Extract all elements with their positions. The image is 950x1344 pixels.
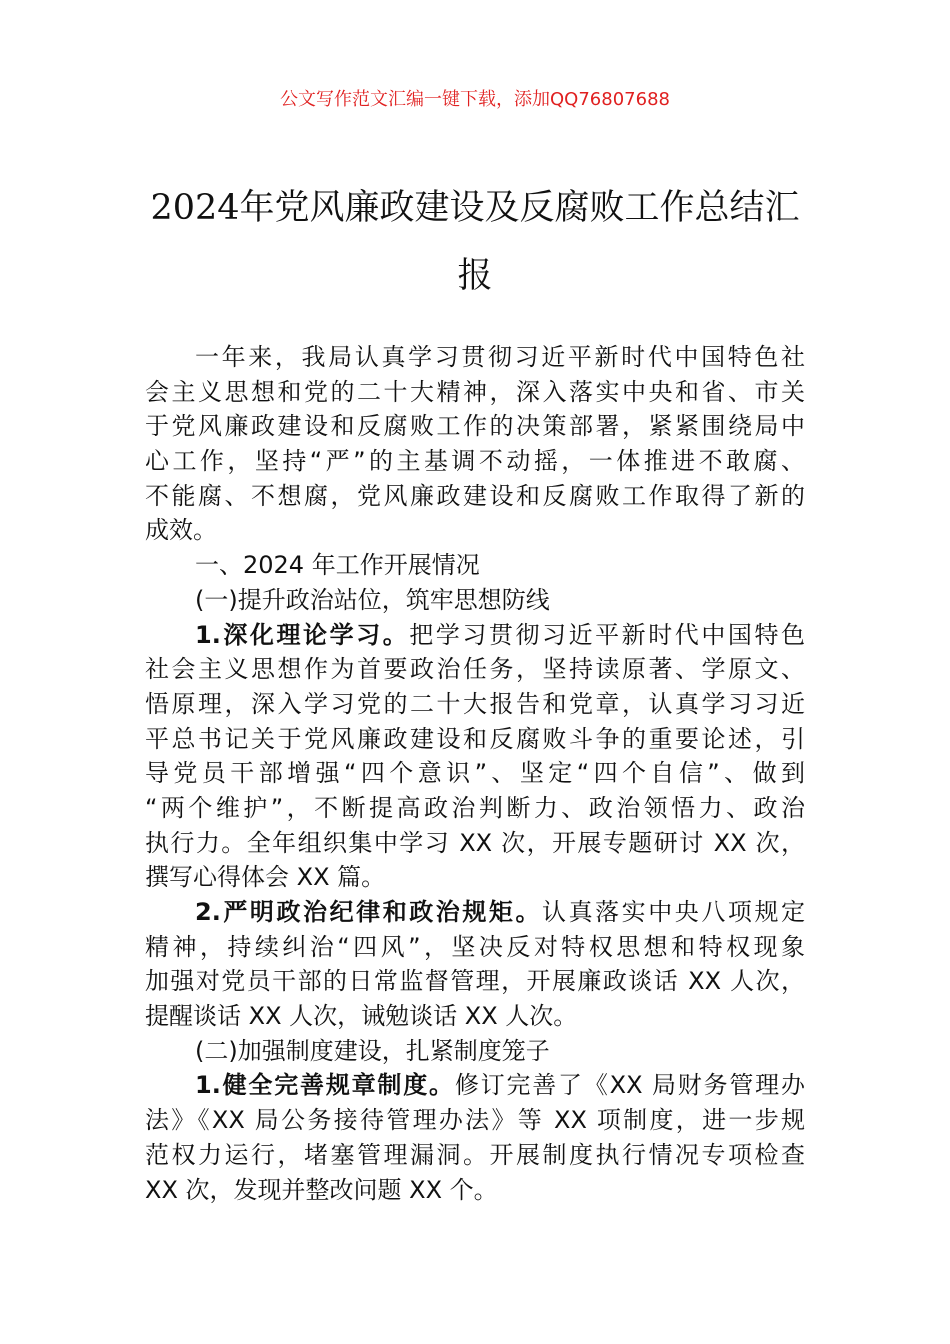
text-line: 会主义思想和党的二十大精神，深入落实中央和省、市关 — [145, 377, 805, 406]
document-body — [145, 340, 805, 1207]
subsection-heading: (二)加强制度建设，扎紧制度笼子 — [195, 1036, 550, 1065]
text-line: 成效。 — [145, 516, 217, 545]
paragraph-lead: 1.深化理论学习。 — [195, 620, 410, 649]
download-notice: 公文写作范文汇编一键下载，添加QQ76807688 — [280, 89, 670, 110]
text-line — [145, 1068, 805, 1103]
text-line: 平总书记关于党风廉政建设和反腐败斗争的重要论述，引 — [145, 724, 805, 753]
text-line: 心工作，坚持“严”的主基调不动摇，一体推进不敢腐、 — [145, 447, 805, 476]
paragraph-theory-study — [145, 618, 805, 896]
text-line: 加强对党员干部的日常监督管理，开展廉政谈话 XX 人次， — [145, 967, 805, 996]
document-title-cont: 报 — [457, 256, 493, 296]
paragraph-lead: 2.严明政治纪律和政治规矩。 — [195, 898, 543, 926]
text-line: 提醒谈话 XX 人次，诫勉谈话 XX 人次。 — [145, 1002, 578, 1031]
text-span: 认真落实中央八项规定 — [542, 898, 805, 926]
text-line: “两个维护”，不断提高政治判断力、政治领悟力、政治 — [145, 793, 805, 822]
document-title: 2024年党风廉政建设及反腐败工作总结汇 — [150, 188, 800, 228]
text-line: 社会主义思想作为首要政治任务，坚持读原著、学原文、 — [145, 655, 805, 684]
text-line: 范权力运行，堵塞管理漏洞。开展制度执行情况专项检查 — [145, 1140, 805, 1169]
paragraph-discipline — [145, 895, 805, 1034]
subsection-heading: (一)提升政治站位，筑牢思想防线 — [195, 585, 550, 614]
intro-paragraph — [145, 340, 805, 548]
text-line: XX 次，发现并整改问题 XX 个。 — [145, 1175, 498, 1204]
paragraph-lead: 1.健全完善规章制度。 — [195, 1071, 455, 1100]
text-line — [145, 895, 805, 930]
text-span: 修订完善了《XX 局财务管理办 — [454, 1071, 805, 1100]
text-line: 不能腐、不想腐，党风廉政建设和反腐败工作取得了新的 — [145, 481, 805, 510]
text-span: 把学习贯彻习近平新时代中国特色 — [409, 620, 805, 649]
paragraph-rules — [145, 1068, 805, 1207]
text-line: 于党风廉政建设和反腐败工作的决策部署，紧紧围绕局中 — [145, 412, 805, 441]
text-line: 精神，持续纠治“四风”，坚决反对特权思想和特权现象 — [145, 932, 805, 961]
section-heading: 一、2024 年工作开展情况 — [195, 551, 480, 580]
text-line: 执行力。全年组织集中学习 XX 次，开展专题研讨 XX 次， — [145, 828, 805, 857]
text-line: 导党员干部增强“四个意识”、坚定“四个自信”、做到 — [145, 759, 805, 788]
text-line: 悟原理，深入学习党的二十大报告和党章，认真学习习近 — [145, 689, 805, 718]
text-line: 撰写心得体会 XX 篇。 — [145, 863, 386, 892]
text-line: 法》《XX 局公务接待管理办法》等 XX 项制度，进一步规 — [145, 1106, 805, 1135]
text-line — [145, 618, 805, 653]
text-line: 一年来，我局认真学习贯彻习近平新时代中国特色社 — [195, 343, 805, 371]
